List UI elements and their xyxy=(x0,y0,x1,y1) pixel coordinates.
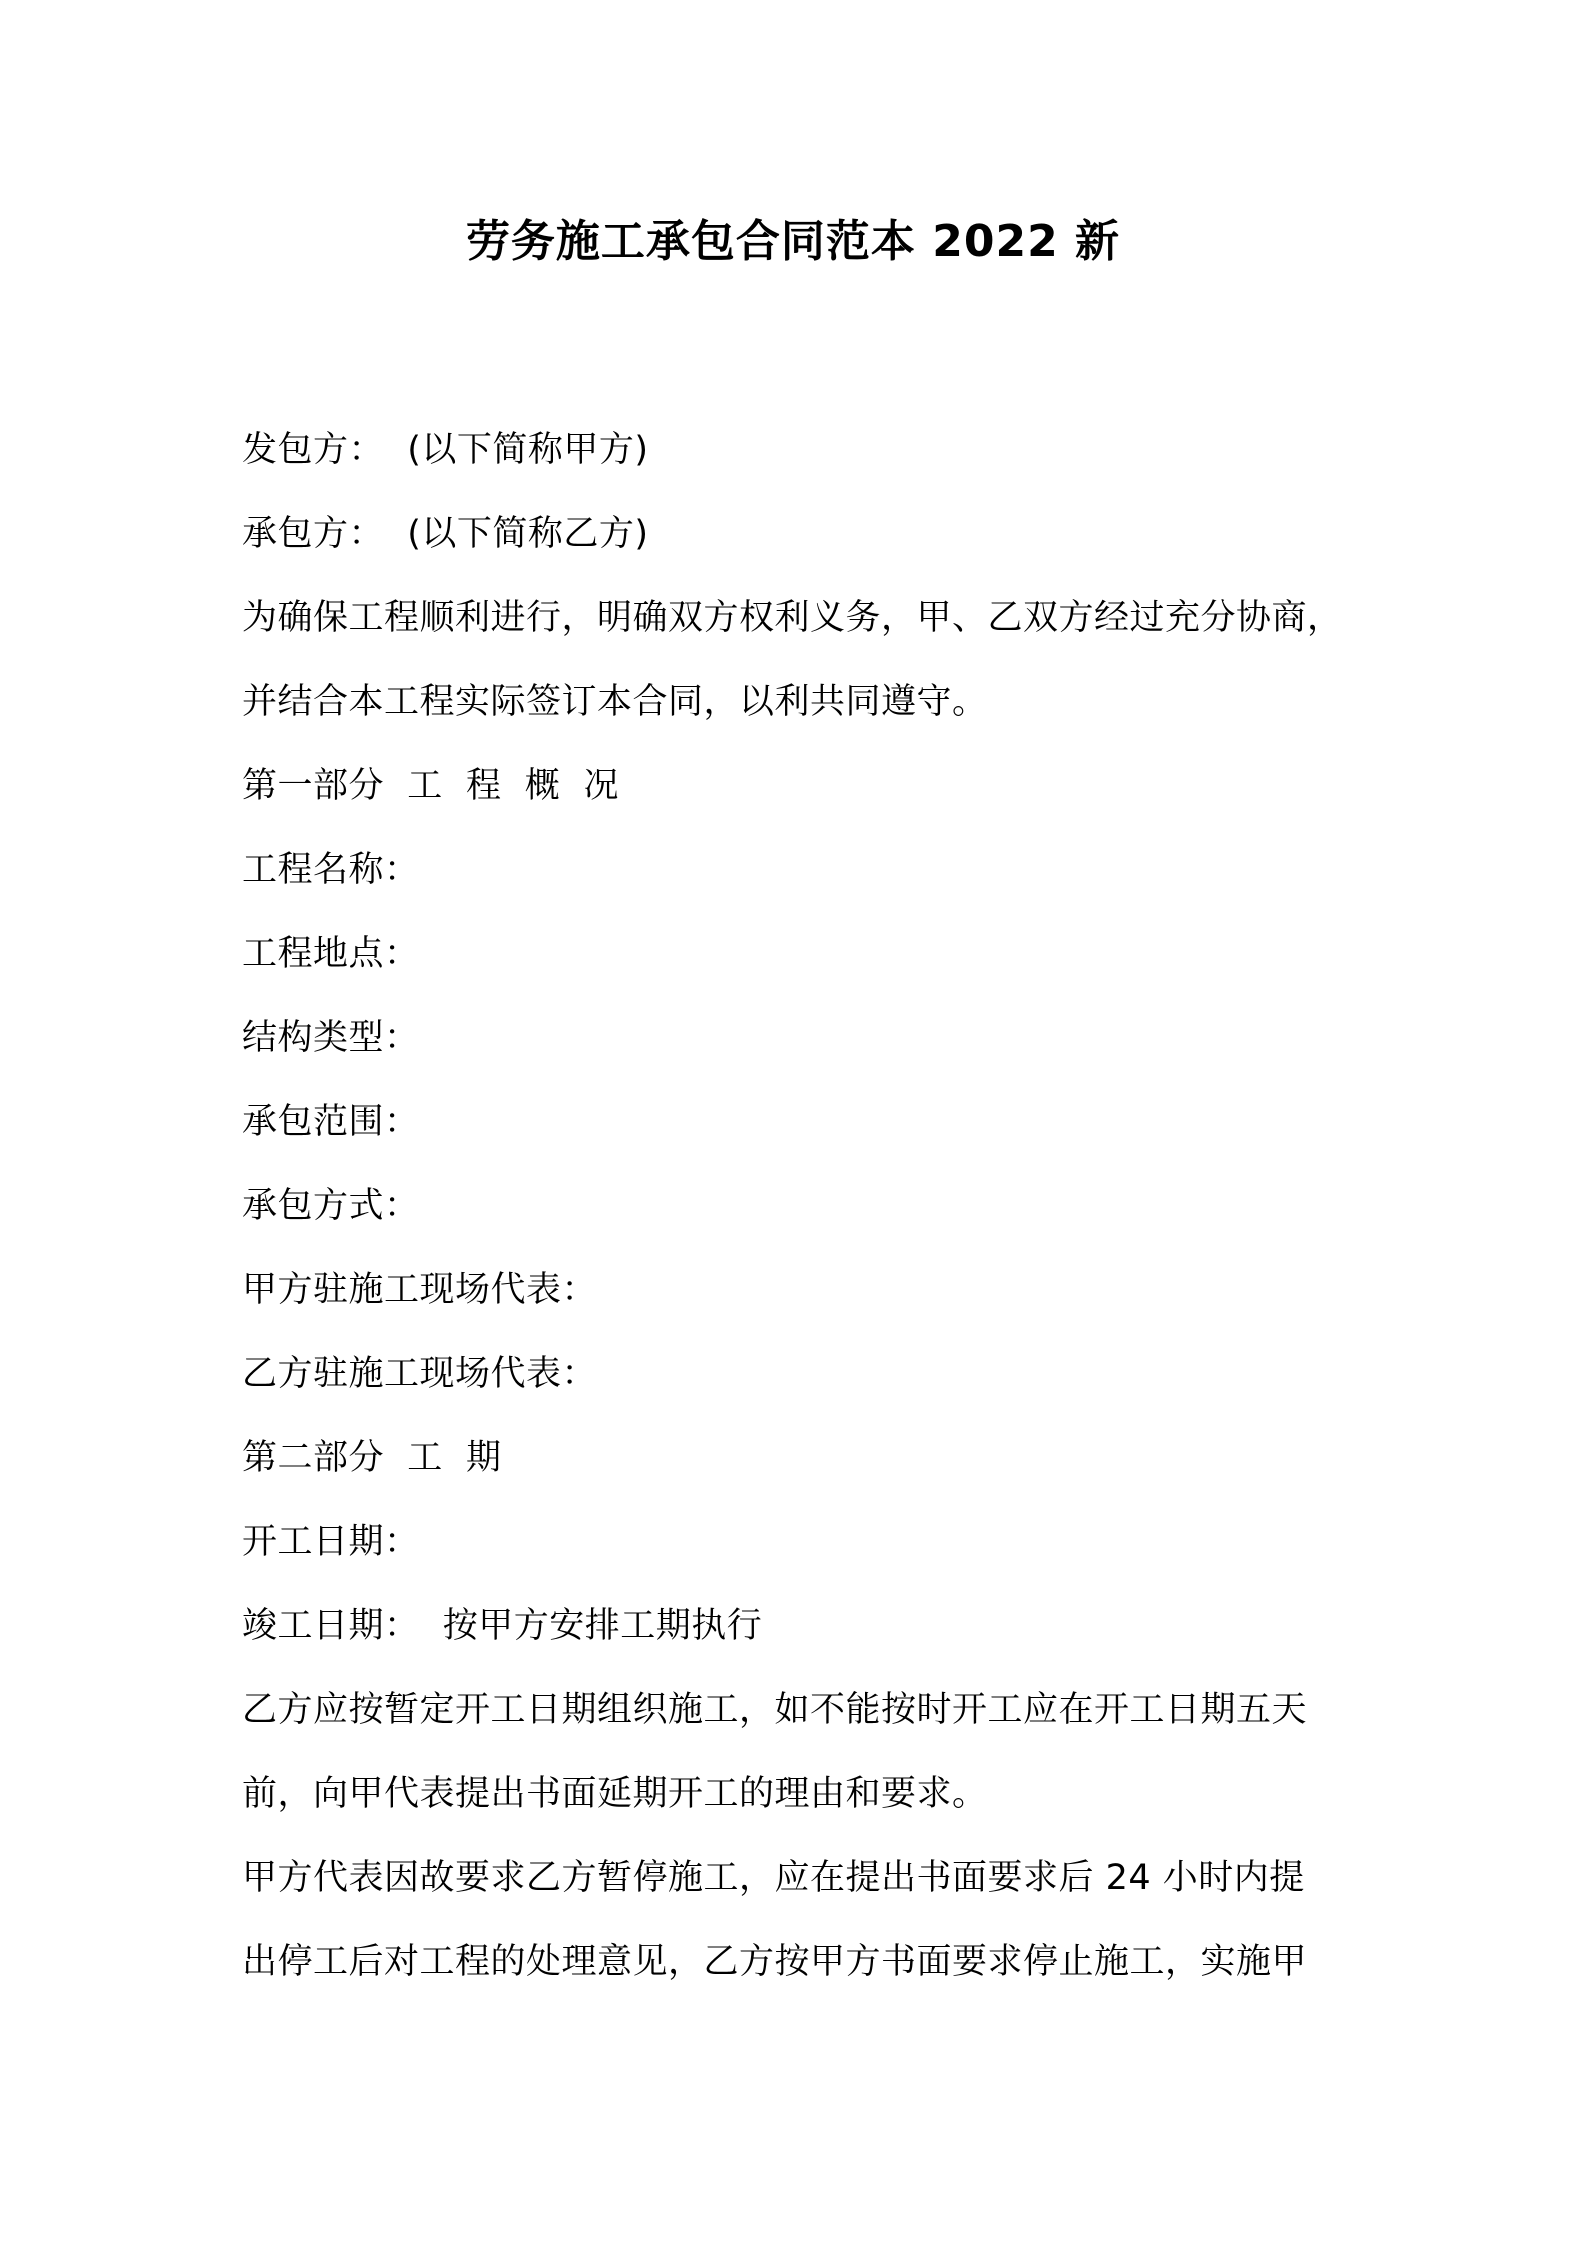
field-structure-type: 结构类型： xyxy=(242,1018,420,1058)
field-contract-scope: 承包范围： xyxy=(242,1102,420,1142)
party-b-line: 承包方： (以下简称乙方) xyxy=(242,514,649,554)
paragraph-line: 乙方应按暂定开工日期组织施工，如不能按时开工应在开工日期五天 xyxy=(242,1690,1308,1730)
field-party-a-rep: 甲方驻施工现场代表： xyxy=(242,1270,598,1310)
field-completion-date: 竣工日期： 按甲方安排工期执行 xyxy=(242,1606,763,1646)
field-contract-method: 承包方式： xyxy=(242,1186,420,1226)
paragraph-line: 前，向甲代表提出书面延期开工的理由和要求。 xyxy=(242,1774,988,1814)
document-title: 劳务施工承包合同范本 2022 新 xyxy=(465,216,1121,267)
field-party-b-rep: 乙方驻施工现场代表： xyxy=(242,1354,598,1394)
party-a-line: 发包方： (以下简称甲方) xyxy=(242,430,649,470)
document-body xyxy=(242,408,1362,2004)
field-project-location: 工程地点： xyxy=(242,934,420,974)
paragraph-line: 并结合本工程实际签订本合同，以利共同遵守。 xyxy=(242,682,988,722)
paragraph-line: 甲方代表因故要求乙方暂停施工，应在提出书面要求后 24 小时内提 xyxy=(242,1858,1305,1898)
section-heading-1: 第一部分 工 程 概 况 xyxy=(242,766,620,806)
field-project-name: 工程名称： xyxy=(242,850,420,890)
paragraph-line: 为确保工程顺利进行，明确双方权利义务，甲、乙双方经过充分协商， xyxy=(242,598,1343,638)
section-heading-2: 第二部分 工 期 xyxy=(242,1438,502,1478)
field-start-date: 开工日期： xyxy=(242,1522,420,1562)
paragraph-line: 出停工后对工程的处理意见，乙方按甲方书面要求停止施工，实施甲 xyxy=(242,1942,1308,1982)
